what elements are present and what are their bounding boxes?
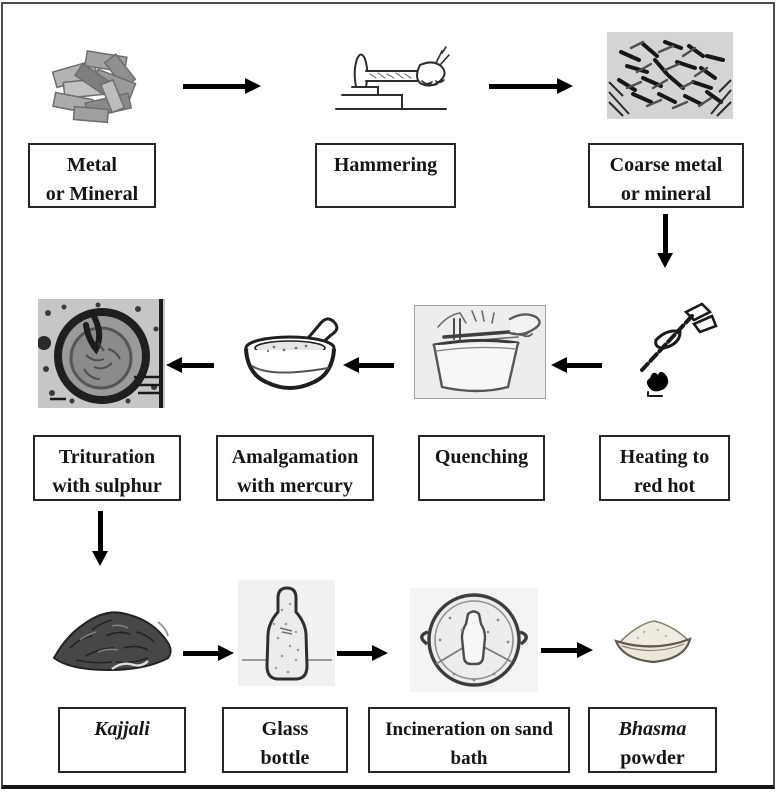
label-box-amalgamation (216, 435, 374, 501)
label-box-trituration (33, 435, 181, 501)
label-box-coarse-metal (588, 143, 744, 208)
label-line: red hot (633, 475, 696, 497)
arrow-right-icon (183, 645, 234, 661)
label-line: Bhasma (618, 718, 687, 740)
label-line: Amalgamation (231, 446, 359, 468)
label-line: Hammering (333, 154, 438, 176)
arrow-right-icon (489, 78, 573, 94)
label-line: Incineration on sand (385, 719, 553, 740)
label-box-metal (28, 143, 156, 208)
incineration-pan-image (410, 588, 538, 692)
metal-chunks-image (36, 36, 156, 136)
label-line: or Mineral (45, 183, 139, 205)
kajjali-mound-image (46, 596, 176, 680)
label-box-quenching (418, 435, 545, 501)
label-line: bottle (260, 747, 310, 769)
arrow-right-icon (337, 645, 388, 661)
label-line: Trituration (58, 446, 156, 468)
label-box-hammering (315, 143, 456, 208)
label-box-heating (599, 435, 730, 501)
label-line: with sulphur (52, 475, 162, 497)
label-line: with mercury (237, 475, 353, 497)
arrow-left-icon (551, 357, 602, 373)
quenching-pot-image (414, 305, 546, 399)
hammering-image (328, 43, 454, 121)
glass-bottle-image (238, 580, 335, 686)
label-line: powder (620, 747, 685, 769)
mortar-pestle-image (240, 310, 344, 395)
arrow-left-icon (343, 357, 394, 373)
arrow-down-icon (92, 511, 108, 566)
heating-tongs-image (620, 298, 718, 402)
arrow-right-icon (541, 642, 593, 658)
coarse-metal-image (607, 32, 733, 119)
label-line: Metal (67, 154, 117, 176)
arrow-left-icon (166, 357, 214, 373)
trituration-mortar-image (38, 299, 165, 408)
label-line: Heating to (619, 446, 710, 468)
bhasma-powder-image (610, 616, 696, 664)
label-line: bath (450, 748, 488, 769)
label-box-glass-bottle (222, 707, 348, 773)
arrow-down-icon (657, 214, 673, 268)
label-box-incineration (368, 707, 570, 773)
label-line: Glass (261, 718, 309, 740)
label-line: or mineral (620, 183, 712, 205)
label-line: Coarse metal (609, 154, 723, 176)
label-box-bhasma (588, 707, 717, 773)
label-line: Quenching (434, 446, 529, 468)
label-line: Kajjali (94, 718, 150, 740)
arrow-right-icon (183, 78, 261, 94)
label-box-kajjali (58, 707, 186, 773)
